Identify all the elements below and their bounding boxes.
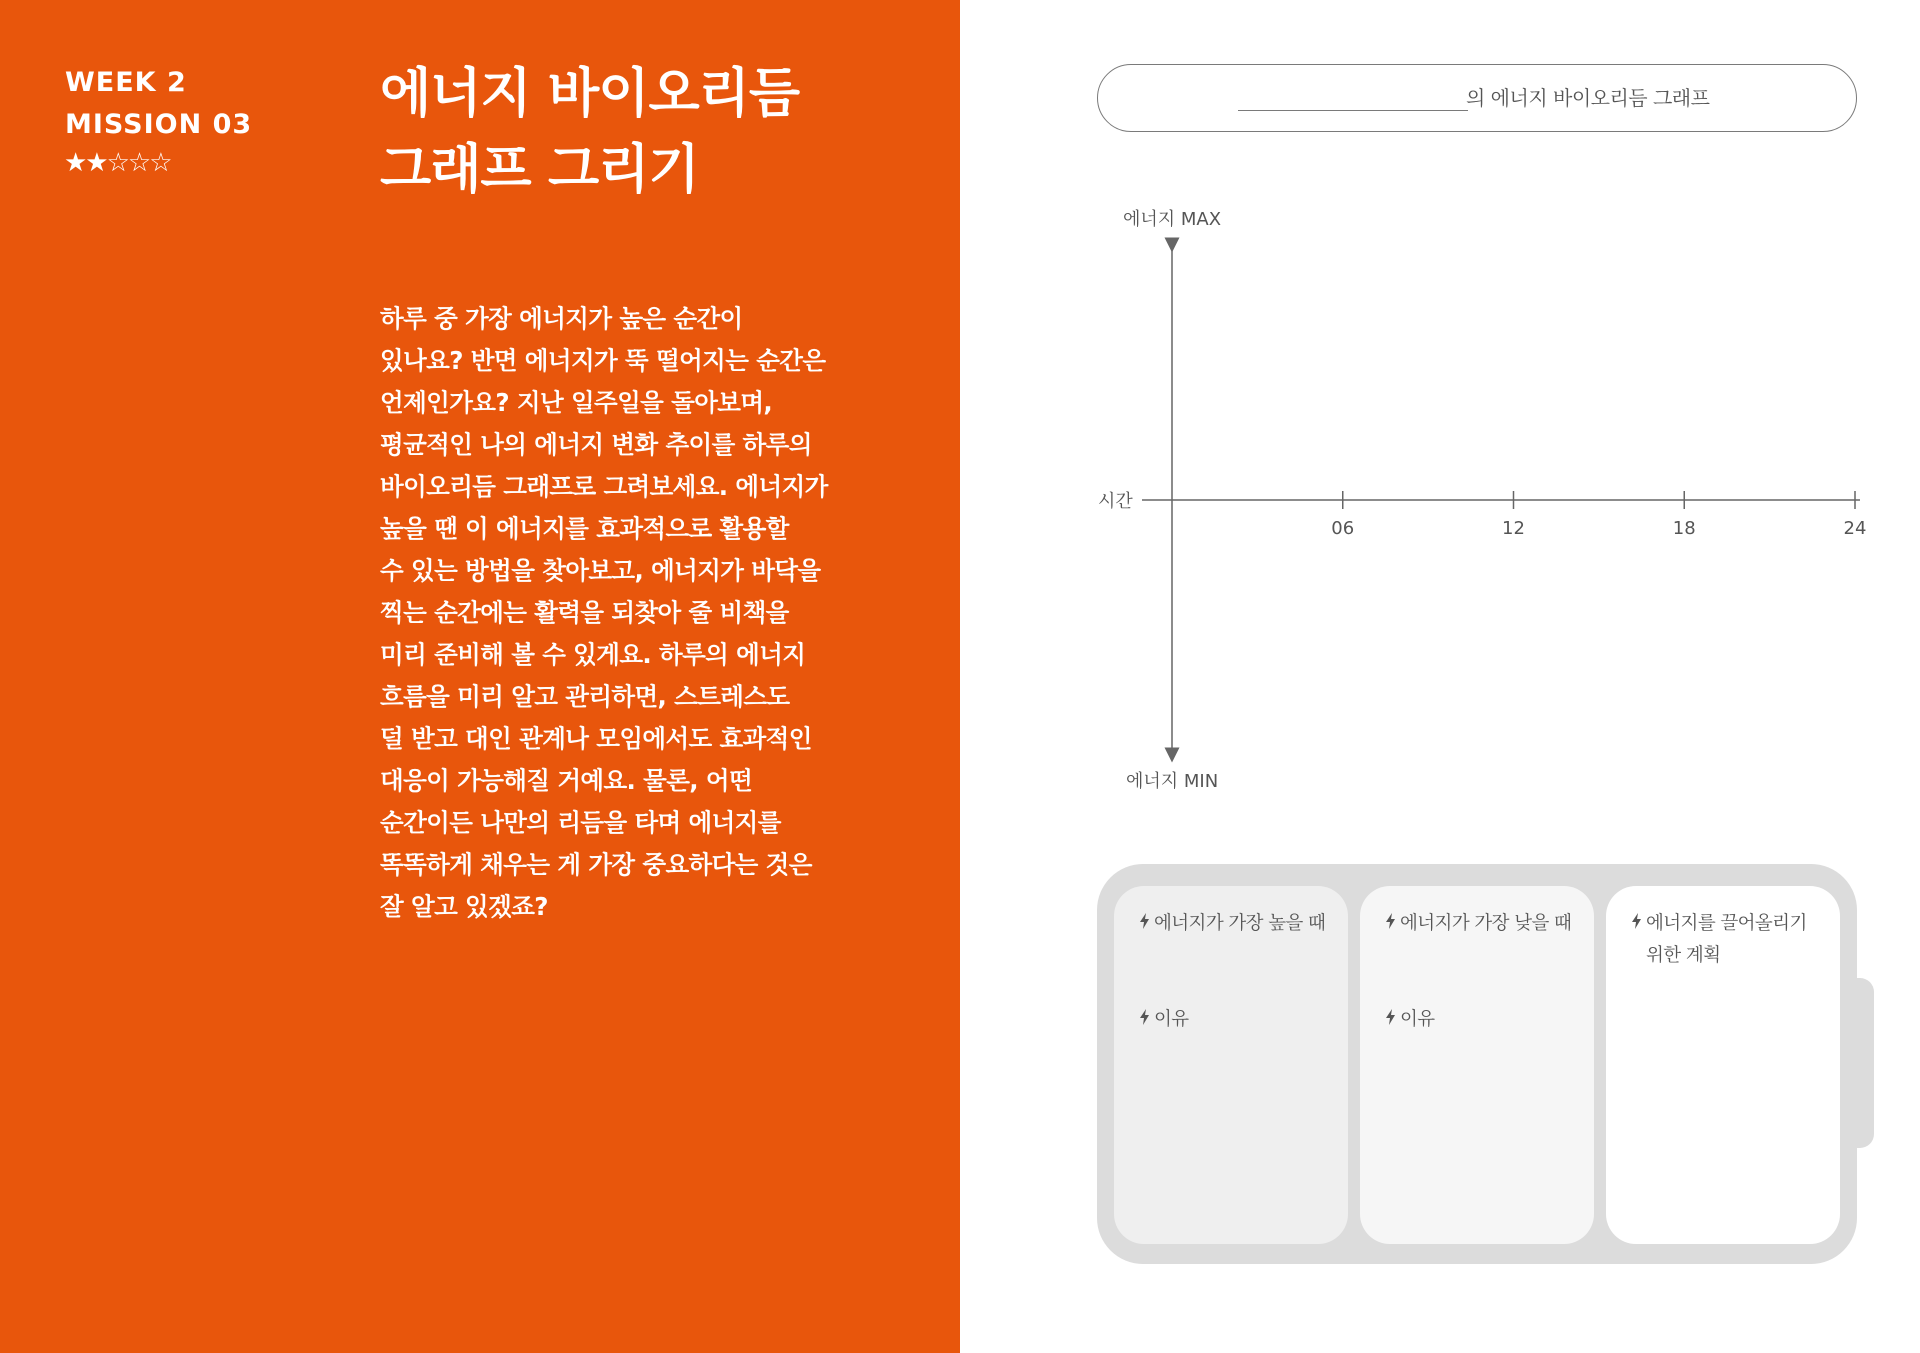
graph-title-suffix: 의 에너지 바이오리듬 그래프 — [1466, 86, 1710, 110]
y-axis-min-label: 에너지 MIN — [1126, 771, 1219, 792]
box-item-label: 이유 — [1154, 1009, 1189, 1030]
x-ticks — [1331, 491, 1866, 539]
box-item — [1140, 1004, 1189, 1036]
box-item — [1386, 1004, 1435, 1036]
week-mission — [65, 62, 252, 146]
name-blank-line[interactable] — [1238, 110, 1468, 111]
body-line: 높을 땐 이 에너지를 효과적으로 활용할 — [380, 514, 789, 543]
y-axis-max-label: 에너지 MAX — [1123, 209, 1222, 230]
low-energy-box[interactable] — [1360, 886, 1594, 1244]
box-item — [1140, 908, 1325, 940]
body-line: 바이오리듬 그래프로 그려보세요. 에너지가 — [380, 472, 828, 501]
lightning-bolt-icon — [1386, 908, 1397, 940]
title-line-1: 에너지 바이오리듬 — [380, 63, 800, 124]
graph-title-pill — [1097, 64, 1857, 132]
body-line: 미리 준비해 볼 수 있게요. 하루의 에너지 — [380, 640, 806, 669]
lightning-bolt-icon — [1140, 1004, 1151, 1036]
week-label: WEEK 2 — [65, 67, 187, 98]
lightning-bolt-icon — [1386, 1004, 1397, 1036]
box-item-label-cont: 위한 계획 — [1646, 945, 1721, 966]
body-line: 하루 중 가장 에너지가 높은 순간이 — [380, 304, 743, 333]
x-axis-label: 시간 — [1098, 491, 1133, 512]
title-line-2: 그래프 그리기 — [380, 139, 699, 200]
body-line: 잘 알고 있겠죠? — [380, 892, 548, 921]
box-item-label: 에너지가 가장 낮을 때 — [1400, 913, 1572, 934]
body-line: 있나요? 반면 에너지가 뚝 떨어지는 순간은 — [380, 346, 826, 375]
lightning-bolt-icon — [1632, 908, 1643, 940]
difficulty-stars: ★★☆☆☆ — [64, 148, 171, 178]
body-line: 찍는 순간에는 활력을 되찾아 줄 비책을 — [380, 598, 789, 627]
x-tick-label: 06 — [1331, 518, 1355, 539]
battery-tip — [1852, 978, 1874, 1148]
lightning-bolt-icon — [1140, 908, 1151, 940]
box-item-label: 이유 — [1400, 1009, 1435, 1030]
high-energy-box[interactable] — [1114, 886, 1348, 1244]
energy-plan-box[interactable] — [1606, 886, 1840, 1244]
mission-label: MISSION 03 — [65, 109, 253, 140]
description — [380, 298, 840, 928]
body-line: 순간이든 나만의 리듬을 타며 에너지를 — [380, 808, 781, 837]
x-tick-label: 24 — [1843, 518, 1867, 539]
x-tick-label: 18 — [1672, 518, 1696, 539]
body-line: 흐름을 미리 알고 관리하면, 스트레스도 — [380, 682, 790, 711]
body-line: 수 있는 방법을 찾아보고, 에너지가 바닥을 — [380, 556, 821, 585]
battery-frame — [1097, 864, 1857, 1264]
body-line: 똑똑하게 채우는 게 가장 중요하다는 것은 — [380, 850, 812, 879]
body-line: 대응이 가능해질 거예요. 물론, 어떤 — [380, 766, 753, 795]
box-item — [1632, 908, 1807, 972]
body-line: 언제인가요? 지난 일주일을 돌아보며, — [380, 388, 773, 417]
biorhythm-chart[interactable] — [1090, 195, 1890, 815]
box-item-label: 에너지를 끌어올리기 — [1646, 913, 1807, 934]
x-tick-label: 12 — [1502, 518, 1525, 539]
body-line: 덜 받고 대인 관계나 모임에서도 효과적인 — [380, 724, 812, 753]
body-line: 평균적인 나의 에너지 변화 추이를 하루의 — [380, 430, 812, 459]
page-title — [380, 56, 799, 208]
box-item-label: 에너지가 가장 높을 때 — [1154, 913, 1326, 934]
box-item — [1386, 908, 1571, 940]
